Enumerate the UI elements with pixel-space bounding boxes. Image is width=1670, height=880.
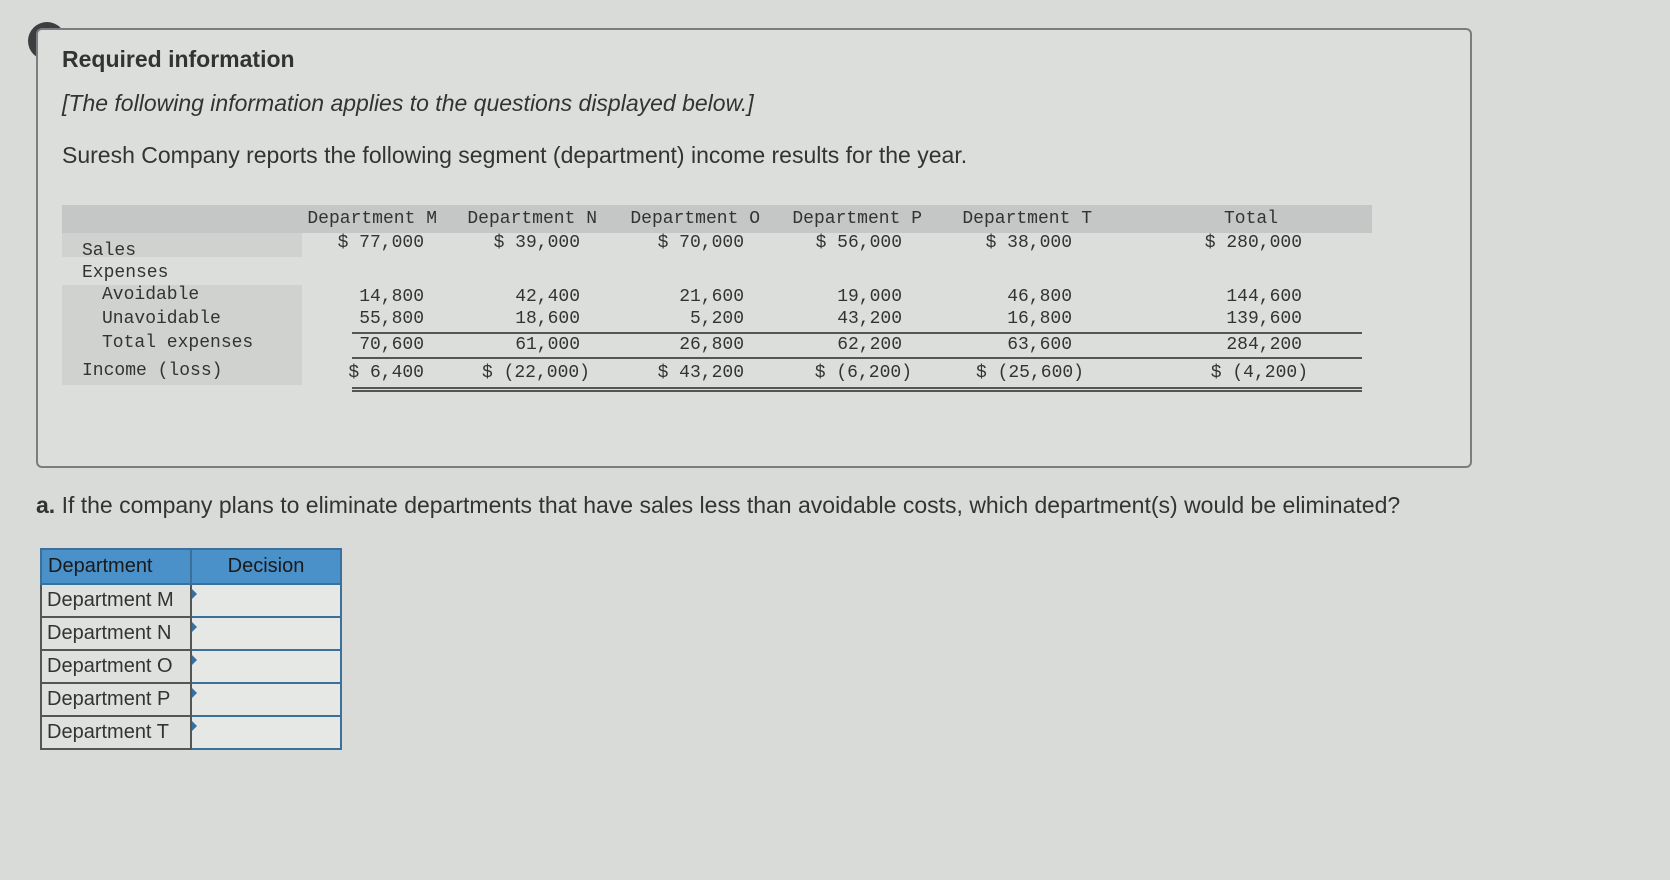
row-label-sales: Sales bbox=[82, 241, 137, 261]
avoidable-dept-p: 19,000 bbox=[837, 287, 902, 307]
row-label-unavoidable: Unavoidable bbox=[102, 309, 221, 329]
total-expenses-dept-t: 63,600 bbox=[1007, 335, 1072, 355]
income-dept-m: $ 6,400 bbox=[348, 363, 424, 383]
total-expenses-dept-p: 62,200 bbox=[837, 335, 902, 355]
answer-grid bbox=[40, 548, 342, 750]
unavoidable-dept-m: 55,800 bbox=[359, 309, 424, 329]
unavoidable-dept-n: 18,600 bbox=[515, 309, 580, 329]
answer-row-department: Department T bbox=[41, 716, 191, 749]
header-decision: Decision bbox=[191, 549, 341, 584]
question-a bbox=[36, 492, 1400, 519]
answer-row bbox=[41, 650, 341, 683]
avoidable-total: 144,600 bbox=[1226, 287, 1302, 307]
row-label-total-expenses: Total expenses bbox=[102, 333, 254, 353]
total-expenses-dept-n: 61,000 bbox=[515, 335, 580, 355]
header-department: Department bbox=[41, 549, 191, 584]
answer-row-department: Department M bbox=[41, 584, 191, 617]
subtotal-rule bbox=[352, 332, 1362, 334]
answer-row-department: Department P bbox=[41, 683, 191, 716]
income-dept-n: $ (22,000) bbox=[481, 363, 590, 383]
avoidable-dept-m: 14,800 bbox=[359, 287, 424, 307]
col-header-dept-o: Department O bbox=[630, 209, 760, 229]
sales-dept-n: $ 39,000 bbox=[493, 233, 580, 253]
decision-dropdown-dept-o[interactable] bbox=[191, 650, 341, 683]
row-label-income: Income (loss) bbox=[82, 361, 223, 381]
col-header-dept-t: Department T bbox=[962, 209, 1092, 229]
income-total: $ (4,200) bbox=[1210, 363, 1308, 383]
answer-row bbox=[41, 683, 341, 716]
avoidable-dept-n: 42,400 bbox=[515, 287, 580, 307]
unavoidable-dept-t: 16,800 bbox=[1007, 309, 1072, 329]
sales-dept-p: $ 56,000 bbox=[815, 233, 902, 253]
col-header-dept-p: Department P bbox=[792, 209, 922, 229]
decision-dropdown-dept-n[interactable] bbox=[191, 617, 341, 650]
required-info-intro: Suresh Company reports the following segment (department) income results for the year. bbox=[62, 142, 968, 168]
avoidable-dept-t: 46,800 bbox=[1007, 287, 1072, 307]
decision-dropdown-dept-p[interactable] bbox=[191, 683, 341, 716]
answer-row-department: Department N bbox=[41, 617, 191, 650]
sales-total: $ 280,000 bbox=[1204, 233, 1302, 253]
col-header-dept-n: Department N bbox=[467, 209, 597, 229]
unavoidable-total: 139,600 bbox=[1226, 309, 1302, 329]
income-double-rule bbox=[352, 387, 1362, 392]
answer-row bbox=[41, 716, 341, 749]
question-text: If the company plans to eliminate departments that have sales less than avoidable costs, which department(s) would be eliminated? bbox=[61, 492, 1401, 518]
decision-dropdown-dept-t[interactable] bbox=[191, 716, 341, 749]
total-expenses-total: 284,200 bbox=[1226, 335, 1302, 355]
income-dept-p: $ (6,200) bbox=[814, 363, 912, 383]
decision-dropdown-dept-m[interactable] bbox=[191, 584, 341, 617]
sales-dept-t: $ 38,000 bbox=[985, 233, 1072, 253]
total-expenses-dept-m: 70,600 bbox=[359, 335, 424, 355]
required-info-subtitle: [The following information applies to the questions displayed below.] bbox=[62, 90, 754, 116]
col-header-dept-m: Department M bbox=[307, 209, 437, 229]
col-header-total: Total bbox=[1223, 209, 1278, 229]
row-label-avoidable: Avoidable bbox=[102, 285, 200, 305]
unavoidable-dept-o: 5,200 bbox=[689, 309, 744, 329]
total-rule bbox=[352, 357, 1362, 359]
sales-dept-o: $ 70,000 bbox=[657, 233, 744, 253]
income-dept-o: $ 43,200 bbox=[657, 363, 744, 383]
avoidable-dept-o: 21,600 bbox=[679, 287, 744, 307]
required-info-title: Required information bbox=[62, 46, 295, 72]
answer-row-department: Department O bbox=[41, 650, 191, 683]
income-dept-t: $ (25,600) bbox=[975, 363, 1084, 383]
sales-dept-m: $ 77,000 bbox=[337, 233, 424, 253]
unavoidable-dept-p: 43,200 bbox=[837, 309, 902, 329]
answer-row bbox=[41, 584, 341, 617]
segment-income-table bbox=[62, 205, 1372, 420]
question-prefix: a. bbox=[36, 492, 56, 518]
answer-row bbox=[41, 617, 341, 650]
row-label-expenses: Expenses bbox=[82, 263, 169, 283]
total-expenses-dept-o: 26,800 bbox=[679, 335, 744, 355]
